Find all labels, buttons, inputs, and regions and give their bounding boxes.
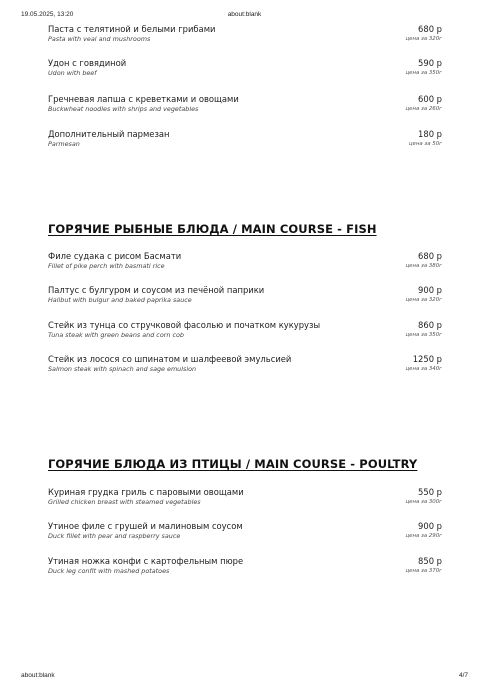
dish-portion: цена за 320г bbox=[405, 296, 442, 303]
menu-item bbox=[48, 285, 442, 307]
dish-price: 600 р bbox=[418, 94, 442, 104]
page-number: 4/7 bbox=[458, 672, 468, 679]
dish-portion: цена за 50г bbox=[408, 140, 442, 147]
dish-price: 860 р bbox=[418, 320, 442, 330]
dish-price: 550 р bbox=[418, 487, 442, 497]
menu-item bbox=[48, 487, 442, 509]
dish-description: Buckwheat noodles with shrips and vegetables bbox=[48, 105, 199, 113]
dish-portion: цена за 260г bbox=[405, 105, 442, 112]
dish-name: Удон с говядиной bbox=[48, 58, 127, 68]
dish-description: Tuna steak with green beans and corn cob bbox=[48, 331, 184, 339]
menu-item bbox=[48, 24, 442, 46]
print-header bbox=[21, 11, 468, 21]
section-title-poultry: ГОРЯЧИЕ БЛЮДА ИЗ ПТИЦЫ / MAIN COURSE - POULTRY bbox=[48, 457, 418, 471]
dish-description: Duck leg confit with mashed potatoes bbox=[48, 567, 170, 575]
print-title: about:blank bbox=[227, 11, 262, 18]
dish-name: Утиная ножка конфи с картофельным пюре bbox=[48, 556, 244, 566]
menu-item bbox=[48, 129, 442, 151]
dish-description: Salmon steak with spinach and sage emulsion bbox=[48, 365, 197, 373]
dish-price: 1250 р bbox=[412, 354, 442, 364]
dish-name: Гречневая лапша с креветками и овощами bbox=[48, 94, 239, 104]
dish-portion: цена за 290г bbox=[405, 532, 442, 539]
dish-name: Паста с телятиной и белыми грибами bbox=[48, 24, 216, 34]
menu-item bbox=[48, 354, 442, 376]
dish-name: Стейк из лосося со шпинатом и шалфеевой эмульсией bbox=[48, 354, 292, 364]
menu-item bbox=[48, 58, 442, 80]
dish-name: Дополнительный пармезан bbox=[48, 129, 170, 139]
dish-portion: цена за 380г bbox=[405, 262, 442, 269]
dish-portion: цена за 300г bbox=[405, 498, 442, 505]
section-title-fish: ГОРЯЧИЕ РЫБНЫЕ БЛЮДА / MAIN COURSE - FISH bbox=[48, 222, 377, 236]
dish-name: Филе судака с рисом Басмати bbox=[48, 251, 182, 261]
print-footer bbox=[21, 672, 468, 682]
print-url: about:blank bbox=[21, 672, 55, 679]
dish-portion: цена за 340г bbox=[405, 365, 442, 372]
menu-item bbox=[48, 94, 442, 116]
dish-name: Куриная грудка гриль с паровыми овощами bbox=[48, 487, 244, 497]
menu-item bbox=[48, 556, 442, 578]
dish-name: Утиное филе с грушей и малиновым соусом bbox=[48, 521, 243, 531]
dish-portion: цена за 370г bbox=[405, 567, 442, 574]
dish-description: Parmesan bbox=[48, 140, 80, 148]
dish-price: 680 р bbox=[418, 24, 442, 34]
dish-description: Grilled chicken breast with steamed vegetables bbox=[48, 498, 201, 506]
dish-price: 590 р bbox=[418, 58, 442, 68]
dish-description: Udon with beef bbox=[48, 69, 97, 77]
menu-item bbox=[48, 521, 442, 543]
dish-portion: цена за 320г bbox=[405, 35, 442, 42]
dish-name: Палтус с булгуром и соусом из печёной паприки bbox=[48, 285, 265, 295]
dish-price: 180 р bbox=[418, 129, 442, 139]
dish-description: Pasta with veal and mushrooms bbox=[48, 35, 151, 43]
menu-item bbox=[48, 251, 442, 273]
dish-price: 680 р bbox=[418, 251, 442, 261]
dish-portion: цена за 350г bbox=[405, 69, 442, 76]
dish-price: 850 р bbox=[418, 556, 442, 566]
dish-description: Fillet of pike perch with basmati rice bbox=[48, 262, 165, 270]
dish-name: Стейк из тунца со стручковой фасолью и початком кукурузы bbox=[48, 320, 321, 330]
print-date: 19.05.2025, 13:20 bbox=[21, 11, 74, 18]
dish-price: 900 р bbox=[418, 285, 442, 295]
dish-description: Duck fillet with pear and raspberry sauce bbox=[48, 532, 181, 540]
menu-item bbox=[48, 320, 442, 342]
dish-portion: цена за 350г bbox=[405, 331, 442, 338]
dish-description: Halibut with bulgur and baked paprika sauce bbox=[48, 296, 192, 304]
dish-price: 900 р bbox=[418, 521, 442, 531]
